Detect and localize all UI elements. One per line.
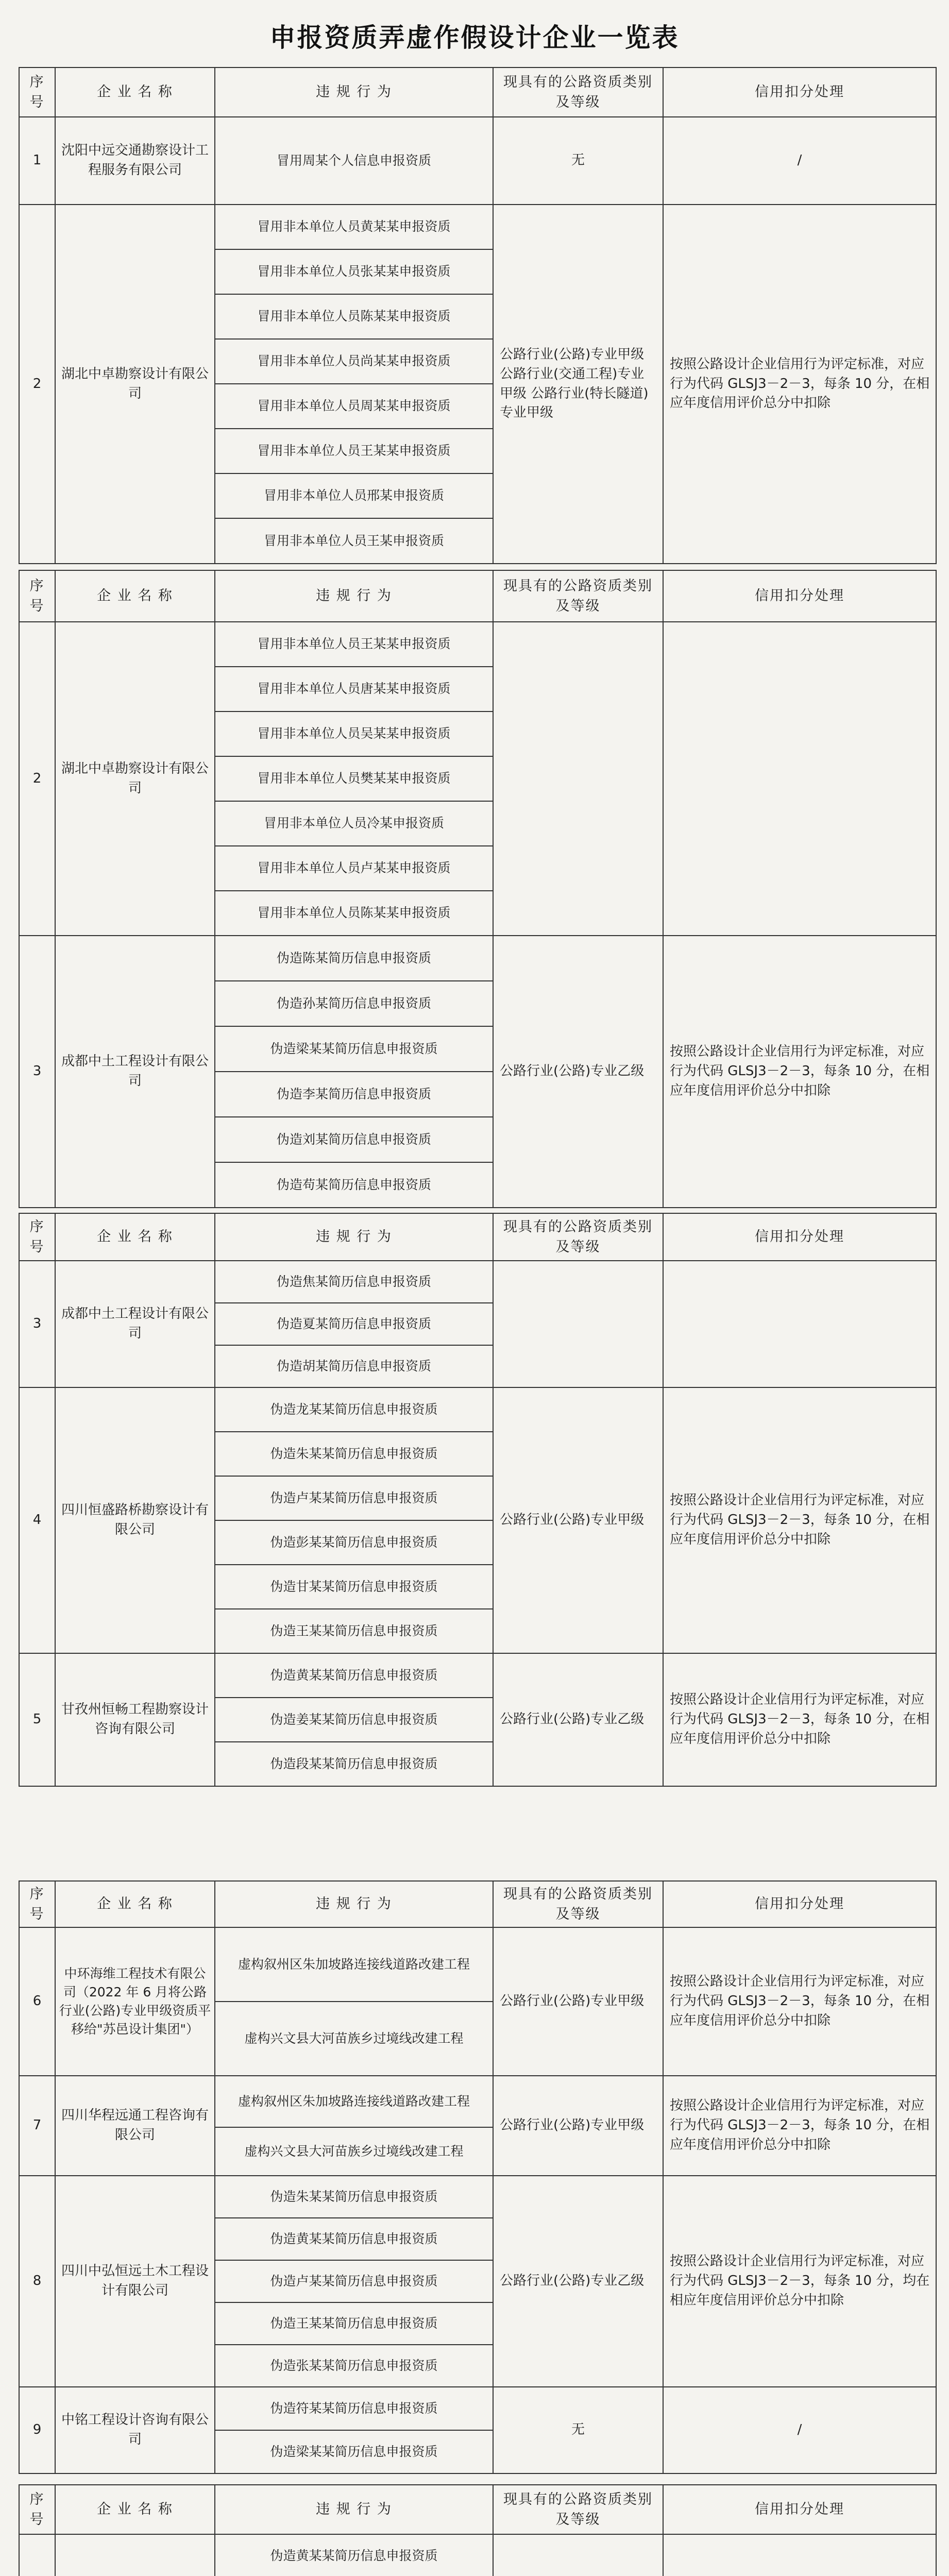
table-row [19, 2534, 936, 2576]
row-violation: 伪造刘某简历信息申报资质 [215, 1117, 493, 1162]
header-qualification: 现具有的公路资质类别及等级 [493, 2485, 663, 2534]
row-seq: 7 [19, 2076, 55, 2176]
row-violation: 冒用非本单位人员王某申报资质 [215, 518, 493, 564]
row-penalty: 按照公路设计企业信用行为评定标准，对应行为代码 GLSJ3－2－3，每条 10 分，在相应年度信用评价总分中扣除 [663, 205, 936, 564]
table-row [19, 622, 936, 667]
row-violation: 冒用非本单位人员樊某某申报资质 [215, 756, 493, 801]
row-company: 湖北中卓勘察设计有限公司 [55, 205, 215, 564]
row-violation: 伪造梁某某简历信息申报资质 [215, 1026, 493, 1072]
table-row [19, 936, 936, 981]
row-qualification: 公路行业(公路)专业甲级 公路行业(交通工程)专业甲级 公路行业(特长隧道)专业甲级 [493, 205, 663, 564]
row-violation: 伪造梁某某简历信息申报资质 [215, 2430, 493, 2473]
row-seq: 9 [19, 2387, 55, 2473]
row-violation: 伪造卢某某简历信息申报资质 [215, 1476, 493, 1520]
row-violation: 虚构兴文县大河苗族乡过境线改建工程 [215, 2127, 493, 2176]
row-company: 沈阳中远交通勘察设计工程服务有限公司 [55, 117, 215, 205]
row-violation: 伪造符某某简历信息申报资质 [215, 2387, 493, 2430]
row-company [55, 2534, 215, 2576]
row-violation: 伪造黄某某简历信息申报资质 [215, 2218, 493, 2260]
header-qualification: 现具有的公路资质类别及等级 [493, 67, 663, 117]
row-violation: 虚构叙州区朱加坡路连接线道路改建工程 [215, 2076, 493, 2127]
header-seq: 序号 [19, 67, 55, 117]
row-violation: 伪造甘某某简历信息申报资质 [215, 1565, 493, 1609]
row-company: 甘孜州恒畅工程勘察设计咨询有限公司 [55, 1653, 215, 1786]
header-seq: 序号 [19, 1213, 55, 1261]
row-company: 中环海维工程技术有限公司（2022 年 6 月将公路行业(公路)专业甲级资质平移给"苏邑设计集团"） [55, 1927, 215, 2076]
row-qualification [493, 1261, 663, 1387]
row-violation: 虚构兴文县大河苗族乡过境线改建工程 [215, 2002, 493, 2076]
header-seq: 序号 [19, 1881, 55, 1927]
row-qualification: 公路行业(公路)专业甲级 [493, 2076, 663, 2176]
row-company: 四川华程远通工程咨询有限公司 [55, 2076, 215, 2176]
row-violation: 伪造陈某简历信息申报资质 [215, 936, 493, 981]
row-penalty [663, 1261, 936, 1387]
row-seq: 3 [19, 1261, 55, 1387]
row-violation: 伪造王某某简历信息申报资质 [215, 1609, 493, 1653]
header-penalty: 信用扣分处理 [663, 570, 936, 622]
row-violation: 伪造彭某某简历信息申报资质 [215, 1520, 493, 1565]
header-penalty: 信用扣分处理 [663, 2485, 936, 2534]
row-seq: 1 [19, 117, 55, 205]
row-violation: 冒用非本单位人员王某某申报资质 [215, 429, 493, 473]
row-violation: 伪造苟某简历信息申报资质 [215, 1162, 493, 1208]
row-seq: 3 [19, 936, 55, 1208]
table-row [19, 2176, 936, 2218]
table-section-5 [19, 2484, 937, 2576]
row-violation: 伪造姜某某简历信息申报资质 [215, 1698, 493, 1742]
row-violation: 伪造龙某某简历信息申报资质 [215, 1387, 493, 1432]
table-section-2 [19, 570, 937, 1208]
row-penalty: 按照公路设计企业信用行为评定标准，对应行为代码 GLSJ3－2－3，每条 10 分，在相应年度信用评价总分中扣除 [663, 936, 936, 1208]
row-qualification: 无 [493, 2387, 663, 2473]
row-company: 四川中弘恒远土木工程设计有限公司 [55, 2176, 215, 2387]
row-qualification: 无 [493, 117, 663, 205]
table-section-4 [19, 1880, 937, 2474]
row-violation: 伪造段某某简历信息申报资质 [215, 1742, 493, 1786]
header-qualification: 现具有的公路资质类别及等级 [493, 570, 663, 622]
row-company: 成都中土工程设计有限公司 [55, 1261, 215, 1387]
table-header-row [19, 67, 936, 117]
row-seq: 8 [19, 2176, 55, 2387]
row-penalty: 按照公路设计企业信用行为评定标准，对应行为代码 GLSJ3－2－3，每条 10 分，在相应年度信用评价总分中扣除 [663, 2076, 936, 2176]
row-qualification: 公路行业(公路)专业甲级 [493, 1927, 663, 2076]
row-violation: 虚构叙州区朱加坡路连接线道路改建工程 [215, 1927, 493, 2002]
row-penalty: 按照公路设计企业信用行为评定标准，对应行为代码 GLSJ3－2－3，每条 10 分，均在相应年度信用评价总分中扣除 [663, 2176, 936, 2387]
table-row [19, 1653, 936, 1698]
row-violation: 冒用非本单位人员尚某某申报资质 [215, 339, 493, 384]
row-violation: 冒用非本单位人员卢某某申报资质 [215, 846, 493, 891]
header-seq: 序号 [19, 570, 55, 622]
header-company: 企 业 名 称 [55, 2485, 215, 2534]
row-seq: 2 [19, 205, 55, 564]
header-company: 企 业 名 称 [55, 570, 215, 622]
header-company: 企 业 名 称 [55, 1881, 215, 1927]
header-penalty: 信用扣分处理 [663, 1881, 936, 1927]
header-penalty: 信用扣分处理 [663, 1213, 936, 1261]
row-penalty: 按照公路设计企业信用行为评定标准，对应行为代码 GLSJ3－2－3，每条 10 分，在相应年度信用评价总分中扣除 [663, 1927, 936, 2076]
row-violation: 冒用非本单位人员陈某某申报资质 [215, 891, 493, 936]
row-violation: 冒用非本单位人员黄某某申报资质 [215, 205, 493, 249]
row-violation: 冒用非本单位人员王某某申报资质 [215, 622, 493, 667]
row-qualification: 公路行业(公路)专业乙级 [493, 936, 663, 1208]
row-violation: 冒用非本单位人员张某某申报资质 [215, 249, 493, 294]
table-row [19, 117, 936, 205]
row-penalty: 按照公路设计企业信用行为评定标准，对应行为代码 GLSJ3－2－3，每条 10 分，在相应年度信用评价总分中扣除 [663, 1387, 936, 1653]
row-violation: 伪造黄某某简历信息申报资质 [215, 2534, 493, 2576]
header-violation: 违 规 行 为 [215, 2485, 493, 2534]
row-company: 四川恒盛路桥勘察设计有限公司 [55, 1387, 215, 1653]
table-row [19, 1927, 936, 2002]
table-section-3 [19, 1213, 937, 1787]
row-violation: 伪造张某某简历信息申报资质 [215, 2345, 493, 2387]
row-seq: 4 [19, 1387, 55, 1653]
table-row [19, 1387, 936, 1432]
header-company: 企 业 名 称 [55, 67, 215, 117]
header-violation: 违 规 行 为 [215, 1881, 493, 1927]
row-violation: 伪造李某简历信息申报资质 [215, 1072, 493, 1117]
row-violation: 冒用非本单位人员唐某某申报资质 [215, 667, 493, 711]
header-seq: 序号 [19, 2485, 55, 2534]
row-violation: 伪造黄某某简历信息申报资质 [215, 1653, 493, 1698]
row-qualification: 公路行业(公路)专业乙级 [493, 2176, 663, 2387]
row-penalty: / [663, 2387, 936, 2473]
row-violation: 冒用非本单位人员冷某申报资质 [215, 801, 493, 846]
row-violation: 伪造王某某简历信息申报资质 [215, 2302, 493, 2345]
row-violation: 伪造焦某简历信息申报资质 [215, 1261, 493, 1303]
table-row [19, 205, 936, 249]
row-violation: 冒用非本单位人员邢某申报资质 [215, 473, 493, 518]
header-qualification: 现具有的公路资质类别及等级 [493, 1881, 663, 1927]
row-violation: 伪造朱某某简历信息申报资质 [215, 2176, 493, 2218]
row-qualification: 公路行业(公路)专业甲级 [493, 1387, 663, 1653]
row-violation: 冒用非本单位人员陈某某申报资质 [215, 294, 493, 339]
header-qualification: 现具有的公路资质类别及等级 [493, 1213, 663, 1261]
row-qualification [493, 2534, 663, 2576]
table-row [19, 2076, 936, 2127]
table-header-row [19, 570, 936, 622]
row-seq [19, 2534, 55, 2576]
row-violation: 冒用非本单位人员吴某某申报资质 [215, 711, 493, 756]
row-violation: 伪造胡某简历信息申报资质 [215, 1345, 493, 1387]
table-header-row [19, 1881, 936, 1927]
row-company: 湖北中卓勘察设计有限公司 [55, 622, 215, 936]
table-header-row [19, 1213, 936, 1261]
row-qualification: 公路行业(公路)专业乙级 [493, 1653, 663, 1786]
row-violation: 冒用非本单位人员周某某申报资质 [215, 384, 493, 429]
header-company: 企 业 名 称 [55, 1213, 215, 1261]
row-penalty: 按照公路设计企业信用行为评定标准，对应行为代码 GLSJ3－2－3，每条 10 分，在相应年度信用评价总分中扣除 [663, 1653, 936, 1786]
header-violation: 违 规 行 为 [215, 1213, 493, 1261]
row-seq: 6 [19, 1927, 55, 2076]
document-title: 申报资质弄虚作假设计企业一览表 [269, 23, 680, 53]
row-seq: 2 [19, 622, 55, 936]
header-violation: 违 规 行 为 [215, 570, 493, 622]
row-violation: 伪造卢某某简历信息申报资质 [215, 2260, 493, 2302]
header-penalty: 信用扣分处理 [663, 67, 936, 117]
row-company: 成都中土工程设计有限公司 [55, 936, 215, 1208]
row-seq: 5 [19, 1653, 55, 1786]
row-penalty [663, 622, 936, 936]
row-penalty: / [663, 117, 936, 205]
table-row [19, 1261, 936, 1303]
table-section-1 [19, 67, 937, 564]
row-penalty [663, 2534, 936, 2576]
row-company: 中铭工程设计咨询有限公司 [55, 2387, 215, 2473]
row-violation: 冒用周某个人信息申报资质 [215, 117, 493, 205]
row-qualification [493, 622, 663, 936]
row-violation: 伪造朱某某简历信息申报资质 [215, 1432, 493, 1476]
header-violation: 违 规 行 为 [215, 67, 493, 117]
table-row [19, 2387, 936, 2430]
row-violation: 伪造孙某简历信息申报资质 [215, 981, 493, 1026]
row-violation: 伪造夏某简历信息申报资质 [215, 1303, 493, 1345]
table-header-row [19, 2485, 936, 2534]
